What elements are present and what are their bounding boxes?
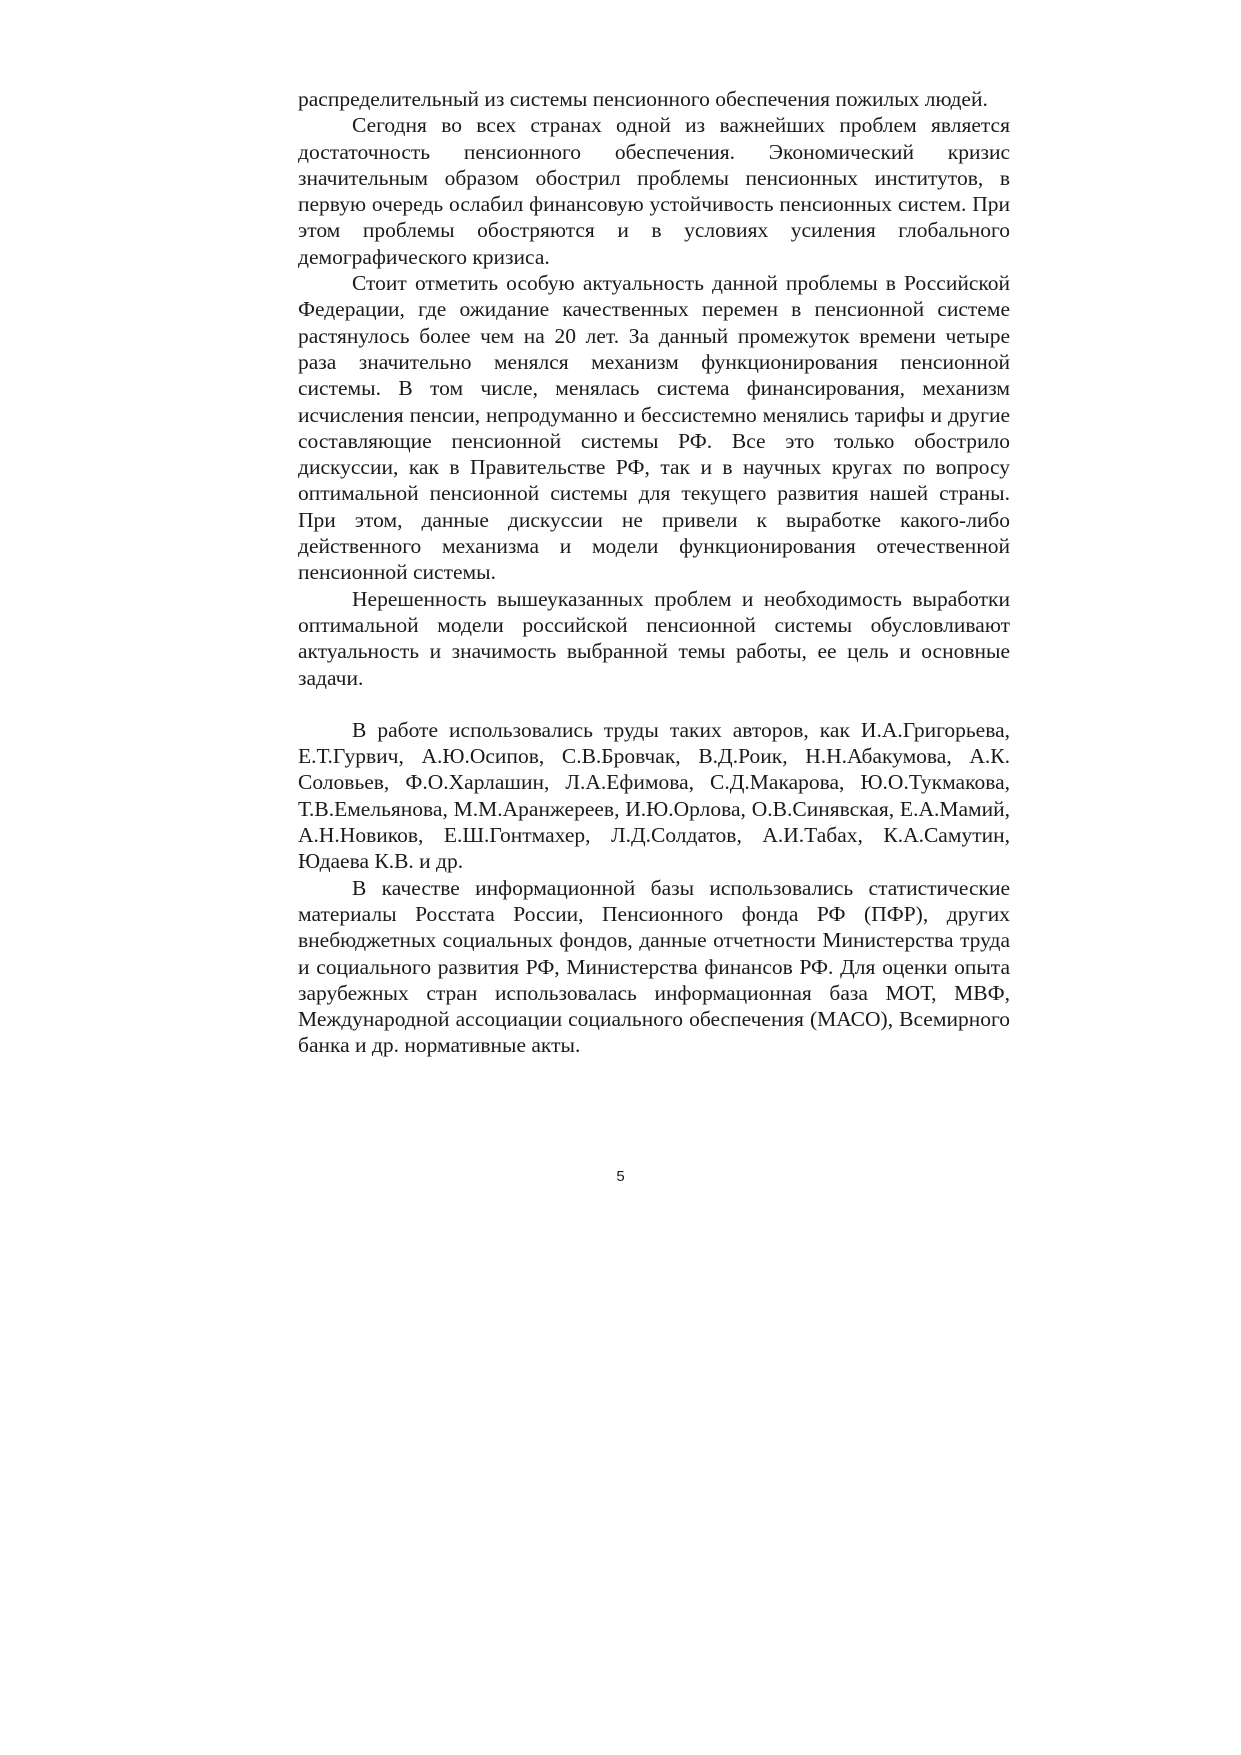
paragraph-russian-relevance: Стоит отметить особую актуальность данной проблемы в Российской Федерации, где ожидание качественных перемен в пенсионной системе растянулось более чем на 20 лет. За данный промежуток времени четыре раза значительно менялся механизм функционирования пенсионной системы. В том числе, менялась система финансирования, механизм исчисления пенсии, непродуманно и бессистемно менялись тарифы и другие составляющие пенсионной системы РФ. Все это только обострило дискуссии, как в Правительстве РФ, так и в научных кругах по вопросу оптимальной пенсионной системы для текущего развития нашей страны. При этом, данные дискуссии не привели к выработке какого-либо действенного механизма и модели функционирования отечественной пенсионной системы.: [298, 271, 1010, 585]
paragraph-authors: В работе использовались труды таких авторов, как И.А.Григорьева, Е.Т.Гурвич, А.Ю.Осипов, С.В.Бровчак, В.Д.Роик, Н.Н.Абакумова, А.К. Соловьев, Ф.О.Харлашин, Л.А.Ефимова, С.Д.Макарова, Ю.О.Тукмакова, Т.В.Емельянова, М.М.Аранжереев, И.Ю.Орлова, О.В.Синявская, Е.А.Мамий, А.Н.Новиков, Е.Ш.Гонтмахер, Л.Д.Солдатов, А.И.Табах, К.А.Самутин, Юдаева К.В. и др.: [298, 717, 1010, 874]
paragraph-continuation: распределительный из системы пенсионного обеспечения пожилых людей.: [298, 87, 988, 111]
paragraph-unresolved-problems: Нерешенность вышеуказанных проблем и необходимость выработки оптимальной модели российской пенсионной системы обусловливают актуальность и значимость выбранной темы работы, ее цель и основные задачи.: [298, 586, 1010, 690]
page-number: 5: [616, 1168, 625, 1185]
paragraph-information-base: В качестве информационной базы использовались статистические материалы Росстата России, Пенсионного фонда РФ (ПФР), других внебюджетных социальных фондов, данные отчетности Министерства труда и социального развития РФ, Министерства финансов РФ. Для оценки опыта зарубежных стран использовалась информационная база МОТ, МВФ, Международной ассоциации социального обеспечения (МАСО), Всемирного банка и др. нормативные акты.: [298, 875, 1010, 1058]
paragraph-pension-adequacy: Сегодня во всех странах одной из важнейших проблем является достаточность пенсионного обеспечения. Экономический кризис значительным образом обострил проблемы пенсионных институтов, в первую очередь ослабил финансовую устойчивость пенсионных систем. При этом проблемы обостряются и в условиях усиления глобального демографического кризиса.: [298, 113, 1010, 269]
body-text: [298, 86, 1010, 1059]
